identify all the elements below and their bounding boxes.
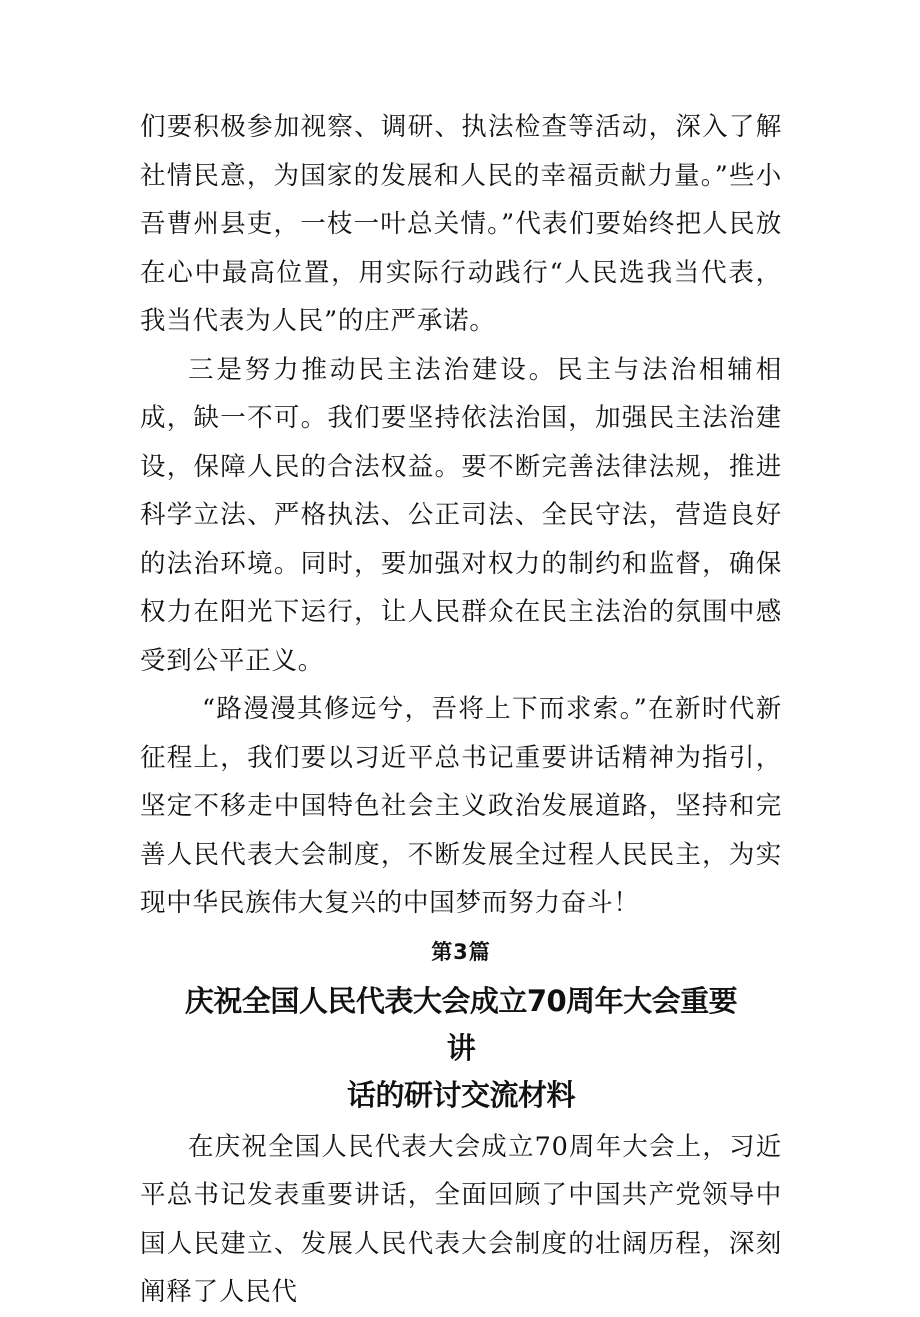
paragraph-point-three: 三是努力推动民主法治建设。民主与法治相辅相成，缺一不可。我们要坚持依法治国，加强民主法治建设，保障人民的合法权益。要不断完善法律法规，推进科学立法、严格执法、公正司法、全民守法，营造良好的法治环境。同时，要加强对权力的制约和监督，确保权力在阳光下运行，让人民群众在民主法治的氛围中感受到公平正义。 bbox=[140, 354, 782, 676]
section-number-label: 第3篇 bbox=[431, 939, 491, 964]
section-title bbox=[140, 978, 782, 1119]
paragraph-conclusion: “路漫漫其修远兮，吾将上下而求索。”在新时代新征程上，我们要以习近平总书记重要讲话精神为指引，坚定不移走中国特色社会主义政治发展道路，坚持和完善人民代表大会制度，不断发展全过程人民民主，为实现中华民族伟大复兴的中国梦而努力奋斗！ bbox=[140, 694, 782, 918]
paragraph-continuation: 们要积极参加视察、调研、执法检查等活动，深入了解社情民意，为国家的发展和人民的幸福贡献力量。”些小吾曹州县吏，一枝一叶总关情。”代表们要始终把人民放在心中最高位置，用实际行动践行“人民选我当代表，我当代表为人民”的庄严承诺。 bbox=[140, 112, 782, 336]
section-title-line-1: 庆祝全国人民代表大会成立70周年大会重要讲 bbox=[184, 983, 738, 1065]
document-page bbox=[140, 103, 782, 1317]
section-title-line-2: 话的研讨交流材料 bbox=[346, 1077, 575, 1112]
paragraph-intro: 在庆祝全国人民代表大会成立70周年大会上，习近平总书记发表重要讲话，全面回顾了中国共产党领导中国人民建立、发展人民代表大会制度的壮阔历程，深刻阐释了人民代 bbox=[140, 1131, 782, 1307]
